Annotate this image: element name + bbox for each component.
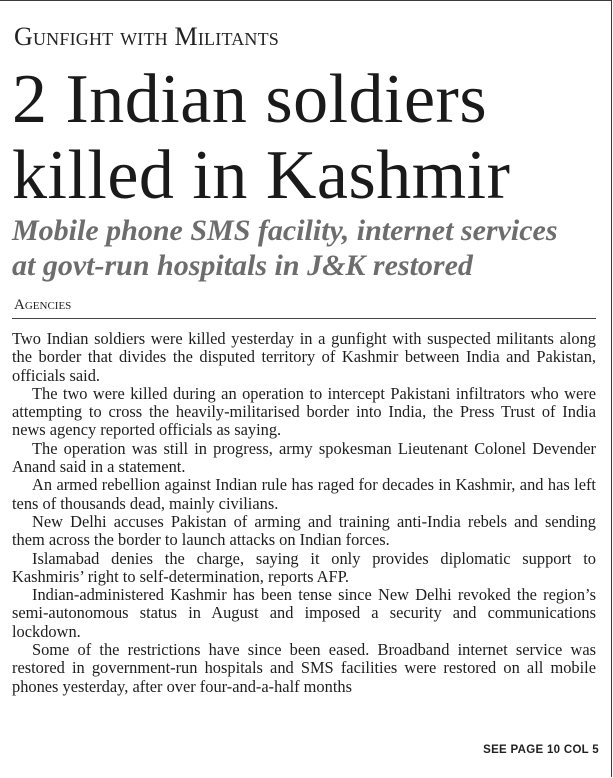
continued-on-page-link: SEE PAGE 10 COL 5 (483, 744, 599, 756)
subhead-line-1: Mobile phone SMS facility, internet services (12, 214, 558, 247)
body-paragraph: New Delhi accuses Pakistan of arming and training anti-India rebels and sending them across the border to launch attacks on Indian forces. (12, 511, 596, 550)
article-byline: Agencies (14, 297, 72, 313)
body-paragraph: The two were killed during an operation to intercept Pakistani infiltrators who were attempting to cross the heavily-militarised border into India, the Press Trust of India news agency reported officials as saying. (12, 383, 596, 440)
body-paragraph: Two Indian soldiers were killed yesterday in a gunfight with suspected militants along the border that divides the disputed territory of Kashmir between India and Pakistan, officials said. (12, 329, 596, 385)
article-body (12, 330, 596, 696)
byline-divider (12, 318, 596, 319)
article-subhead (12, 213, 604, 283)
body-paragraph: Islamabad denies the charge, saying it only provides diplomatic support to Kashmiris’ right to self-determination, reports AFP. (12, 548, 596, 586)
body-paragraph: Some of the restrictions have since been eased. Broadband internet service was restored in government-run hospitals and SMS facilities were restored on all mobile phones yesterday, after over four-and-a-half months (12, 640, 596, 696)
subhead-line-2: at govt-run hospitals in J&K restored (12, 249, 473, 282)
article-headline (12, 62, 604, 214)
body-paragraph: The operation was still in progress, army spokesman Lieutenant Colonel Devender Anand said in a statement. (12, 438, 596, 477)
article-kicker: Gunfight with Militants (14, 22, 280, 51)
body-paragraph: An armed rebellion against Indian rule has raged for decades in Kashmir, and has left tens of thousands dead, mainly civilians. (12, 475, 596, 513)
headline-line-1: 2 Indian soldiers (12, 61, 488, 138)
body-paragraph: Indian-administered Kashmir has been tense since New Delhi revoked the region’s semi-autonomous status in August and imposed a security and communications lockdown. (12, 585, 596, 641)
headline-line-2: killed in Kashmir (12, 137, 511, 214)
